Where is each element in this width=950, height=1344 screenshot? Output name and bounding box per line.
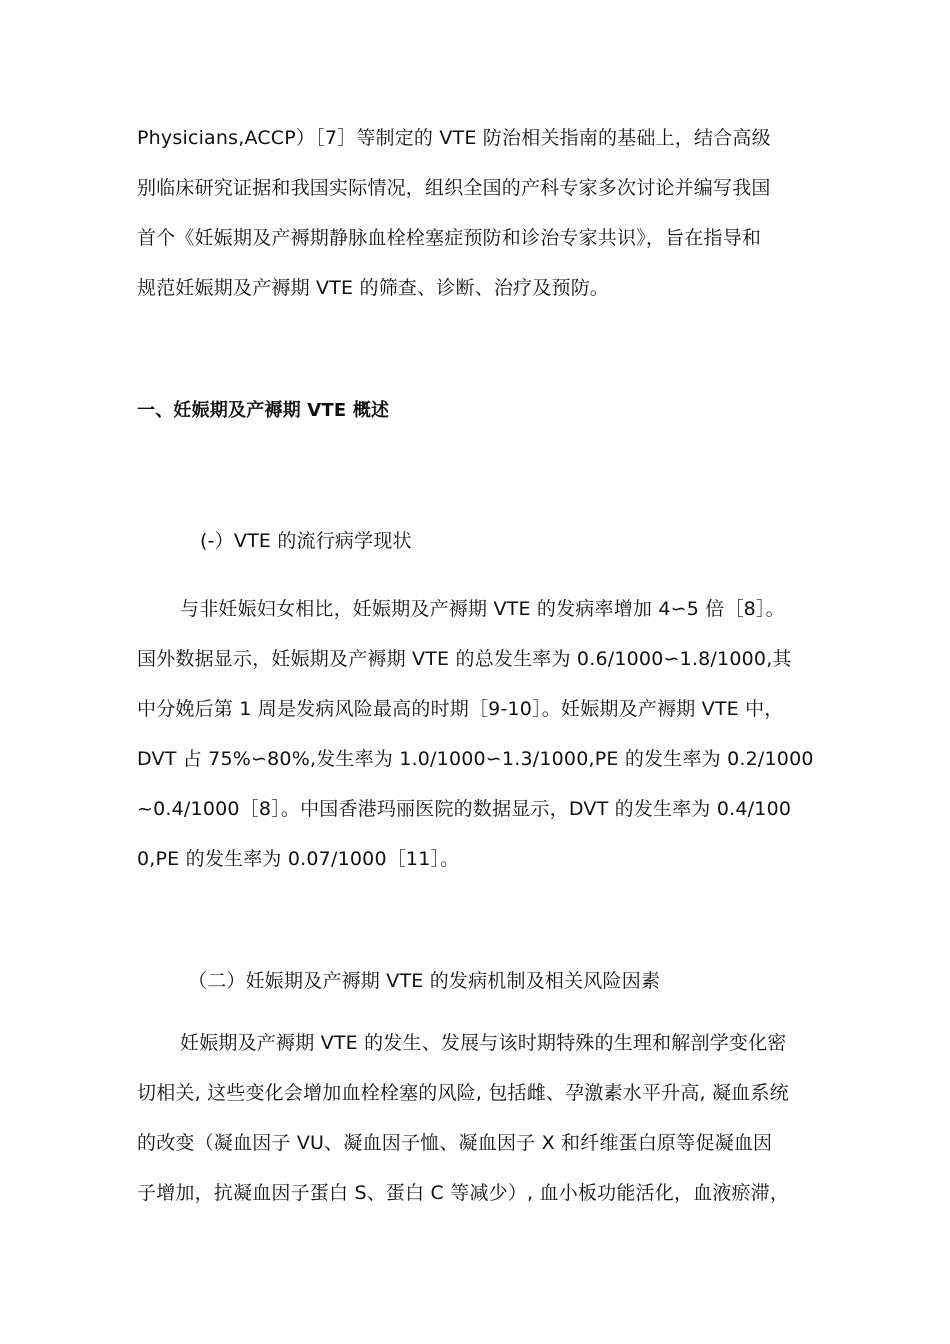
intro-line-1: Physicians,ACCP）［7］等制定的 VTE 防治相关指南的基础上，结合高级 (137, 127, 771, 149)
paragraph-line: 子增加，抗凝血因子蛋白 S、蛋白 C 等减少）, 血小板功能活化，血液瘀滞， (137, 1182, 790, 1204)
intro-line-2: 别临床研究证据和我国实际情况，组织全国的产科专家多次讨论并编写我国 (137, 177, 771, 199)
section-heading: 一、妊娠期及产褥期 VTE 概述 (137, 400, 390, 421)
paragraph-line: 与非妊娠妇女相比，妊娠期及产褥期 VTE 的发病率增加 4∽5 倍［8］。 (180, 598, 785, 620)
paragraph-line: 中分娩后第 1 周是发病风险最高的时期［9-10］。妊娠期及产褥期 VTE 中， (137, 698, 784, 720)
intro-line-4: 规范妊娠期及产褥期 VTE 的筛查、诊断、治疗及预防。 (137, 277, 610, 299)
paragraph-line: ~0.4/1000［8］。中国香港玛丽医院的数据显示，DVT 的发生率为 0.4/100 (137, 798, 792, 820)
paragraph-line: DVT 占 75%∽80%,发生率为 1.0/1000∽1.3/1000,PE 的发生率为 0.2/1000 (137, 748, 814, 770)
paragraph-line: 0,PE 的发生率为 0.07/1000［11］。 (137, 848, 460, 870)
subsection-heading: （二）妊娠期及产褥期 VTE 的发病机制及相关风险因素 (188, 970, 661, 992)
intro-line-3: 首个《妊娠期及产褥期静脉血栓栓塞症预防和诊治专家共识》，旨在指导和 (137, 227, 762, 249)
paragraph-line: 的改变（凝血因子 VU、凝血因子恤、凝血因子 X 和纤维蛋白原等促凝血因 (137, 1132, 773, 1154)
paragraph-line: 妊娠期及产褥期 VTE 的发生、发展与该时期特殊的生理和解剖学变化密 (180, 1032, 787, 1054)
subsection-heading: (-）VTE 的流行病学现状 (200, 530, 412, 552)
paragraph-line: 切相关, 这些变化会增加血栓栓塞的风险, 包括雌、孕激素水平升高, 凝血系统 (137, 1082, 789, 1104)
paragraph-line: 国外数据显示，妊娠期及产褥期 VTE 的总发生率为 0.6/1000∽1.8/1000,其 (137, 648, 792, 670)
